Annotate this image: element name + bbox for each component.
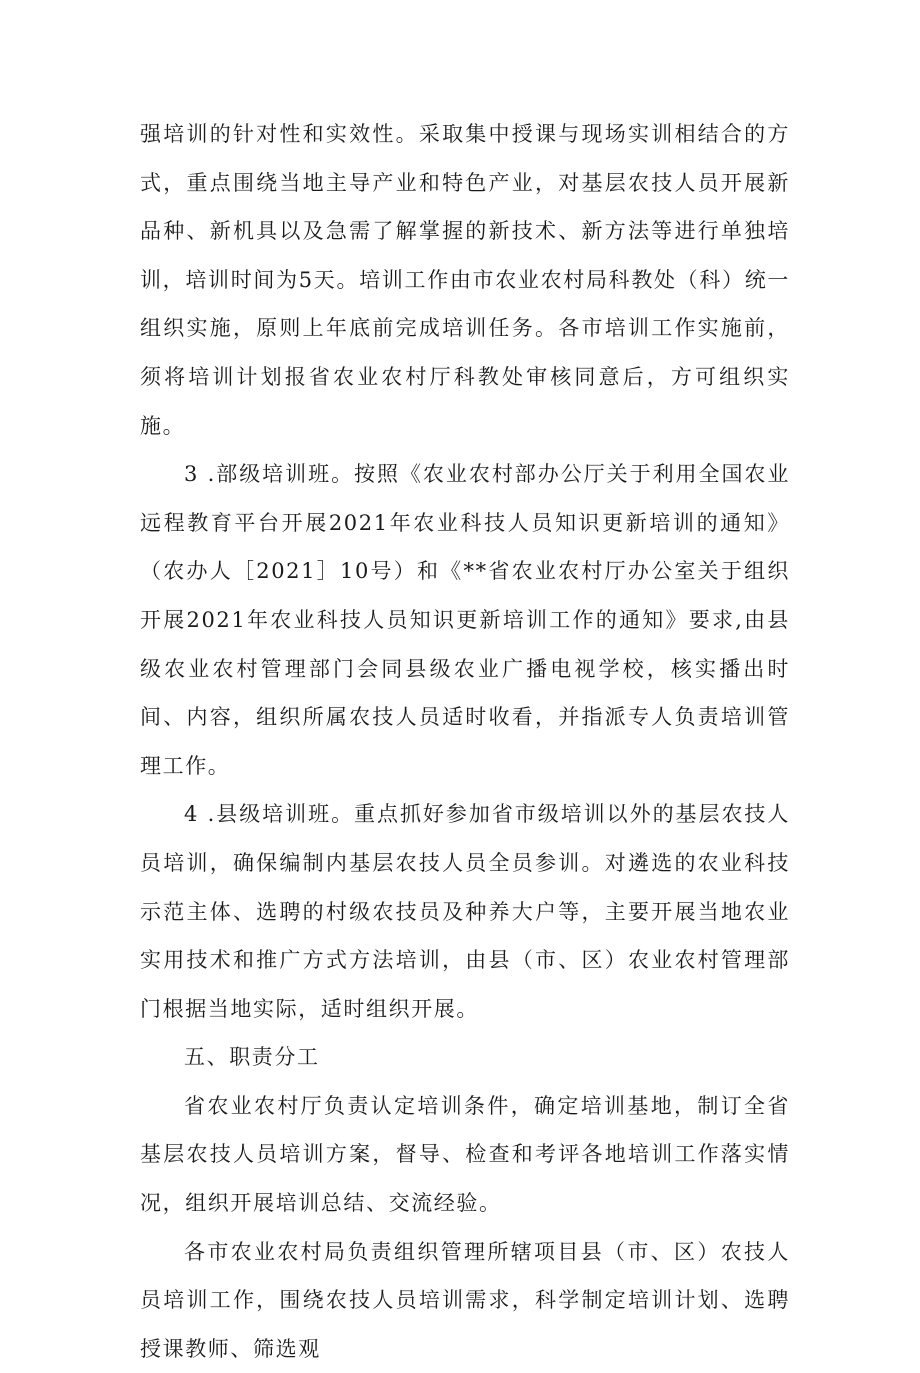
paragraph-continuation: 强培训的针对性和实效性。采取集中授课与现场实训相结合的方式，重点围绕当地主导产业和特色产业，对基层农技人员开展新品种、新机具以及急需了解掌握的新技术、新方法等进行单独培训，培训时间为5天。培训工作由市农业农村局科教处（科）统一组织实施，原则上年底前完成培训任务。各市培训工作实施前，须将培训计划报省农业农村厅科教处审核同意后，方可组织实施。 xyxy=(140,122,790,438)
paragraph-city-duty: 各市农业农村局负责组织管理所辖项目县（市、区）农技人员培训工作，围绕农技人员培训需求，科学制定培训计划、选聘授课教师、筛选观 xyxy=(140,1239,790,1361)
paragraph-province-duty: 省农业农村厅负责认定培训条件，确定培训基地，制订全省基层农技人员培训方案，督导、检查和考评各地培训工作落实情况，组织开展培训总结、交流经验。 xyxy=(140,1093,790,1216)
paragraph-ministry-training-class: 3 .部级培训班。按照《农业农村部办公厅关于利用全国农业远程教育平台开展2021年农业科技人员知识更新培训的通知》（农办人［2021］10号）和《**省农业农村厅办公室关于组织开展2021年农业科技人员知识更新培训工作的通知》要求,由县级农业农村管理部门会同县级农业广播电视学校，核实播出时间、内容，组织所属农技人员适时收看，并指派专人负责培训管理工作。 xyxy=(140,462,790,778)
document-body xyxy=(140,110,790,1373)
paragraph-county-training-class: 4 .县级培训班。重点抓好参加省市级培训以外的基层农技人员培训，确保编制内基层农技人员全员参训。对遴选的农业科技示范主体、选聘的村级农技员及种养大户等，主要开展当地农业实用技术和推广方式方法培训，由县（市、区）农业农村管理部门根据当地实际，适时组织开展。 xyxy=(140,802,790,1021)
section-heading-responsibilities: 五、职责分工 xyxy=(184,1045,320,1070)
